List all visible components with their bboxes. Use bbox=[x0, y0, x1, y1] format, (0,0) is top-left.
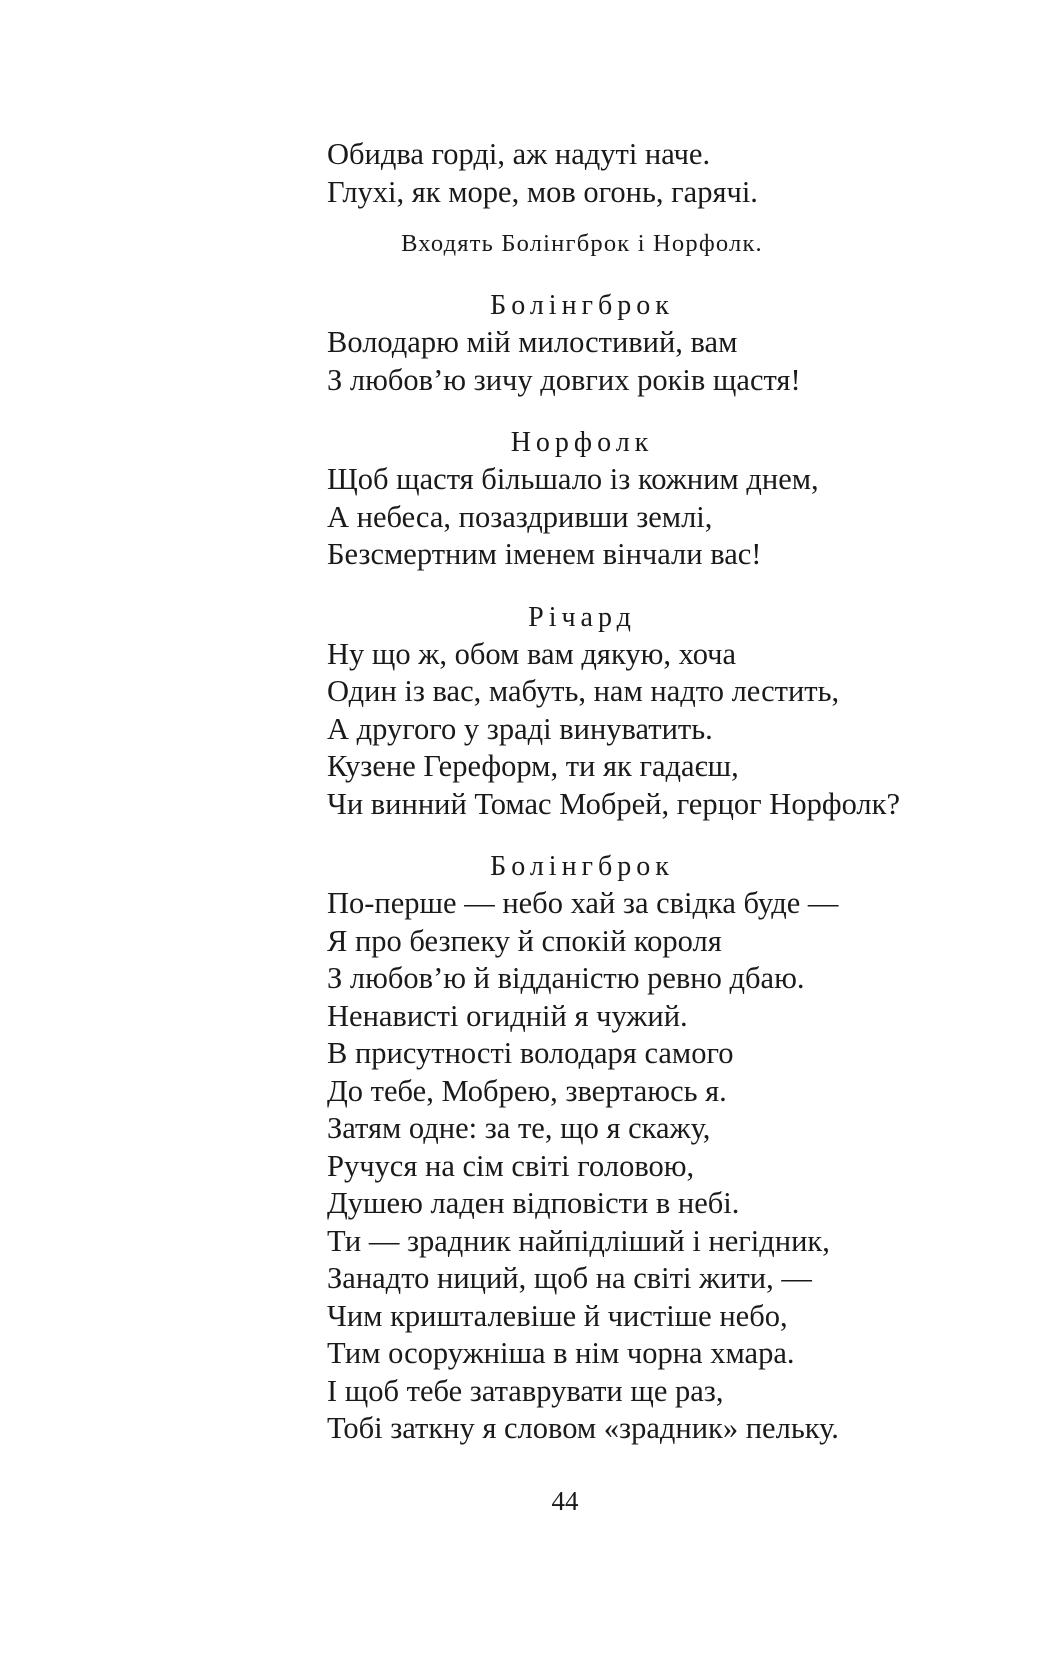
verse-line: Занадто ниций, щоб на світі жити, — bbox=[327, 1261, 812, 1295]
verse-line: Один із вас, мабуть, нам надто лестить, bbox=[327, 674, 840, 708]
stage-direction: Входять Болінгброк і Норфолк. bbox=[401, 230, 763, 257]
verse-line: По-перше — небо хай за свідка буде — bbox=[327, 886, 839, 920]
verse-line: Щоб щастя більшало із кожним днем, bbox=[327, 462, 819, 496]
verse-line: До тебе, Мобрею, звертаюсь я. bbox=[327, 1073, 727, 1108]
verse-line: Обидва горді, аж надуті наче. bbox=[327, 137, 711, 171]
verse-line: Ручуся на сім світі головою, bbox=[327, 1148, 695, 1183]
verse-line: Ненависті огидній я чужий. bbox=[327, 998, 688, 1033]
verse-line: З любов’ю зичу довгих років щастя! bbox=[327, 362, 801, 397]
verse-line: Душею ладен відповісти в небі. bbox=[327, 1186, 740, 1220]
verse-line: Я про безпеку й спокій короля bbox=[327, 923, 722, 958]
verse-line: Тим осоружніша в нім чорна хмара. bbox=[327, 1336, 795, 1370]
verse-line: Кузене Гереформ, ти як гадаєш, bbox=[327, 749, 739, 783]
play-text bbox=[327, 136, 947, 1448]
verse-line: Затям одне: за те, що я скажу, bbox=[327, 1111, 711, 1145]
speaker-name: Річард bbox=[528, 601, 636, 633]
speaker-name: Болінгброк bbox=[490, 851, 674, 882]
verse-line: Ти — зрадник найпідліший і негідник, bbox=[327, 1223, 830, 1258]
verse-line: В присутності володаря самого bbox=[327, 1036, 734, 1070]
verse-line: Глухі, як море, мов огонь, гарячі. bbox=[327, 174, 758, 209]
verse-line: Чи винний Томас Мобрей, герцог Норфолк? bbox=[327, 786, 901, 821]
speaker-name: Норфолк bbox=[510, 427, 654, 458]
speaker-name: Болінгброк bbox=[490, 290, 674, 321]
verse-line: Ну що ж, обом вам дякую, хоча bbox=[327, 636, 737, 671]
verse-line: А небеса, позаздривши землі, bbox=[327, 499, 713, 534]
page-number: 44 bbox=[551, 1486, 579, 1516]
verse-line: Володарю мій милостивий, вам bbox=[327, 325, 738, 359]
verse-line: І щоб тебе затаврувати ще раз, bbox=[327, 1373, 724, 1408]
verse-line: Тобі заткну я словом «зрадник» пельку. bbox=[327, 1411, 839, 1445]
verse-line: Безсмертним іменем вінчали вас! bbox=[327, 537, 762, 571]
verse-line: А другого у зраді винуватить. bbox=[327, 711, 713, 746]
verse-line: Чим кришталевіше й чистіше небо, bbox=[327, 1298, 788, 1333]
verse-line: З любов’ю й відданістю ревно дбаю. bbox=[327, 961, 805, 995]
